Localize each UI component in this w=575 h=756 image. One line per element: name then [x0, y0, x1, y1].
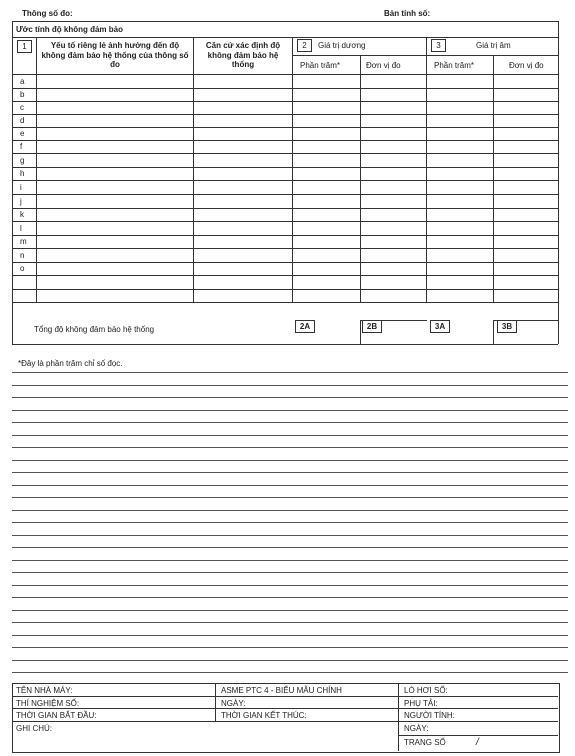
- row-line: [12, 208, 558, 209]
- calc-sheet-label: Bản tính số:: [384, 9, 431, 18]
- row-line: [12, 153, 558, 154]
- note-line: [12, 622, 568, 623]
- value-header-divider: [292, 55, 558, 56]
- row-label-d: d: [20, 116, 25, 125]
- note-line: [12, 660, 568, 661]
- note-line: [12, 535, 568, 536]
- note-line: [12, 572, 568, 573]
- row-label-e: e: [20, 129, 25, 138]
- row-label-o: o: [20, 264, 25, 273]
- note-line: [12, 560, 568, 561]
- grid-bottom-border: [12, 302, 558, 303]
- footer-row-line: [12, 708, 558, 709]
- row-line: [12, 289, 558, 290]
- header-bottom-border: [12, 74, 558, 75]
- row-line: [12, 262, 558, 263]
- note-line: [12, 510, 568, 511]
- total-left-border: [12, 302, 13, 344]
- positive-percent-label: Phần trăm*: [300, 61, 341, 70]
- row-line: [12, 194, 558, 195]
- footer-vline: [398, 683, 399, 751]
- note-line: [12, 435, 568, 436]
- row-label-a: a: [20, 77, 25, 86]
- footnote: *Đây là phần trăm chỉ số đọc.: [18, 359, 123, 368]
- parameter-label: Thông số đo:: [22, 9, 73, 18]
- page-no-value: /: [476, 737, 479, 748]
- footer-vline: [215, 683, 216, 721]
- note-line: [12, 597, 568, 598]
- row-line: [12, 101, 558, 102]
- note-line: [12, 610, 568, 611]
- row-label-k: k: [20, 210, 24, 219]
- total-label: Tổng độ không đảm bảo hệ thống: [34, 325, 155, 334]
- total-bottom-border: [12, 344, 558, 345]
- end-time-label: THỜI GIAN KẾT THÚC:: [221, 711, 307, 720]
- negative-unit-label: Đơn vị đo: [509, 61, 544, 70]
- row-label-i: i: [20, 183, 22, 192]
- note-line: [12, 547, 568, 548]
- box-2b: 2B: [362, 320, 382, 333]
- negative-percent-label: Phần trăm*: [434, 61, 475, 70]
- load-label: PHỤ TẢI:: [404, 699, 438, 708]
- row-label-j: j: [20, 197, 22, 206]
- box-3b: 3B: [497, 320, 517, 333]
- row-label-l: l: [20, 224, 22, 233]
- note-line: [12, 485, 568, 486]
- row-line: [12, 127, 558, 128]
- note-line: [12, 647, 568, 648]
- row-label-b: b: [20, 90, 25, 99]
- note-line: [12, 585, 568, 586]
- row-line: [12, 114, 558, 115]
- section-title: Ước tính độ không đảm bảo: [16, 25, 123, 34]
- positive-number-box: 2: [297, 39, 312, 52]
- grid-right-border: [558, 21, 559, 302]
- box-2a: 2A: [295, 320, 315, 333]
- start-time-label: THỜI GIAN BẮT ĐẦU:: [16, 711, 97, 720]
- note-line: [12, 460, 568, 461]
- row-line: [12, 275, 558, 276]
- calculated-by-label: NGƯỜI TÍNH:: [404, 711, 455, 720]
- note-line: [12, 372, 568, 373]
- negative-number-box: 3: [431, 39, 446, 52]
- plant-name-label: TÊN NHÀ MÁY:: [16, 686, 73, 695]
- row-line: [12, 140, 558, 141]
- row-label-f: f: [20, 142, 23, 151]
- row-line: [12, 88, 558, 89]
- note-line: [12, 385, 568, 386]
- grid-left-border: [12, 21, 13, 302]
- row-label-h: h: [20, 169, 25, 178]
- total-2b-field: [360, 320, 427, 345]
- col1-title: Yếu tố riêng lẻ ảnh hưởng đến độ không đảm bảo hệ thống của thông số đo: [41, 41, 189, 69]
- test-no-label: THÍ NGHIỆM SỐ:: [16, 699, 80, 708]
- row-line: [12, 221, 558, 222]
- note-line: [12, 447, 568, 448]
- row-label-c: c: [20, 103, 24, 112]
- grid-vline: [493, 55, 494, 302]
- date-label: NGÀY:: [221, 699, 246, 708]
- positive-title: Giá trị dương: [318, 41, 366, 50]
- note-line: [12, 635, 568, 636]
- row-label-m: m: [20, 237, 27, 246]
- notes-label: GHI CHÚ:: [16, 724, 52, 733]
- section-title-divider: [12, 37, 558, 38]
- row-line: [12, 248, 558, 249]
- total-3b-field: [493, 320, 559, 345]
- note-line: [12, 422, 568, 423]
- note-line: [12, 672, 568, 673]
- note-line: [12, 410, 568, 411]
- footer-row-line: [398, 735, 558, 736]
- grid-vline: [360, 55, 361, 302]
- table-top-border: [12, 21, 558, 22]
- page-no-label: TRANG SỐ: [404, 738, 446, 747]
- footer-row-line: [12, 721, 558, 722]
- footer-row-line: [12, 696, 558, 697]
- form-title: ASME PTC 4 - BIỂU MẪU CHÍNH: [221, 686, 342, 695]
- note-line: [12, 397, 568, 398]
- col2-title: Căn cứ xác định độ không đảm bảo hệ thống: [205, 41, 281, 69]
- note-line: [12, 497, 568, 498]
- boiler-no-label: LÒ HƠI SỐ:: [404, 686, 448, 695]
- note-line: [12, 522, 568, 523]
- negative-title: Giá trị âm: [476, 41, 511, 50]
- row-line: [12, 180, 558, 181]
- row-line: [12, 167, 558, 168]
- box-3a: 3A: [430, 320, 450, 333]
- row-line: [12, 235, 558, 236]
- col1-number-box: 1: [17, 40, 32, 53]
- row-label-g: g: [20, 156, 25, 165]
- row-label-n: n: [20, 251, 25, 260]
- positive-unit-label: Đơn vị đo: [366, 61, 401, 70]
- note-line: [12, 472, 568, 473]
- date2-label: NGÀY:: [404, 724, 429, 733]
